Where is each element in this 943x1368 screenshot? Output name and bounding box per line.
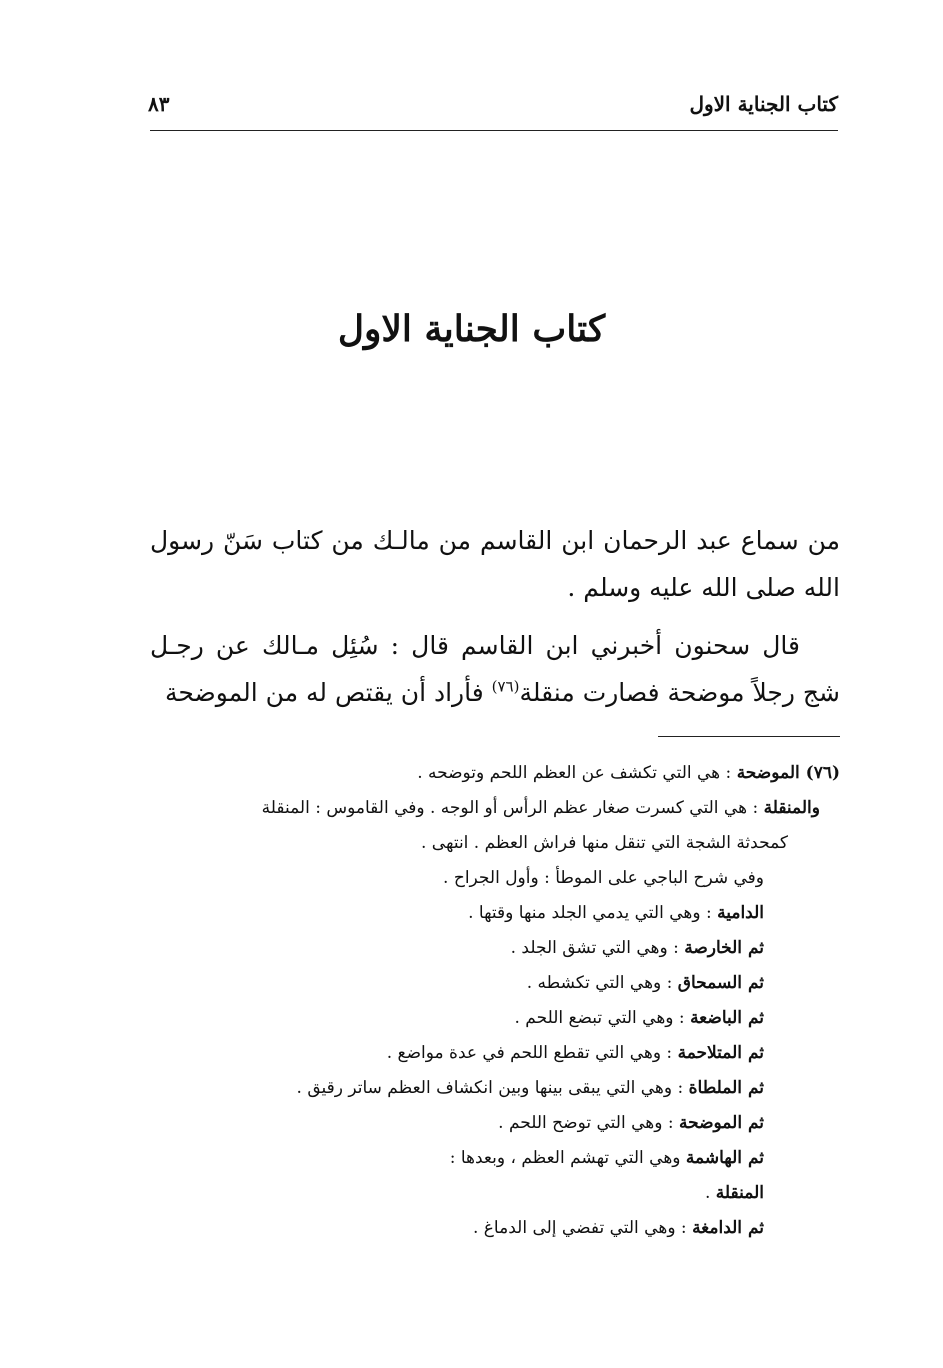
footnote-text: : وهي التي توضح اللحم .	[498, 1113, 679, 1133]
footnote-term: ثم الباضعة	[690, 1008, 764, 1028]
body-paragraph-2	[150, 622, 840, 716]
footnote-line	[150, 1106, 840, 1141]
footnote-term: ثم الهاشمة	[685, 1148, 764, 1168]
footnote-term: والمنقلة	[763, 798, 820, 818]
footnote-reference: (٧٦)	[491, 677, 520, 696]
footnote-text: : وهي التي تفضي إلى الدماغ .	[472, 1218, 693, 1238]
footnote-line	[150, 756, 840, 791]
footnote-line	[150, 1071, 840, 1106]
footnote-line	[150, 1176, 840, 1211]
footnote-text: : وهي التي تقطع اللحم في عدة مواضع .	[386, 1043, 678, 1063]
footnote-text: كمحدثة الشجة التي تنقل منها فراش العظم . انتهى .	[421, 833, 788, 853]
page-number: ٨٣	[148, 92, 170, 116]
footnote-text: وفي شرح الباجي على الموطأ : وأول الجراح .	[443, 868, 764, 888]
footnote-text: : وهي التي تشق الجلد .	[510, 938, 685, 958]
footnote-line	[150, 1141, 840, 1176]
footnote-term: ثم الدامغة	[692, 1218, 764, 1238]
footnote-term: ثم الموضحة	[679, 1113, 764, 1133]
footnote-line	[150, 1001, 840, 1036]
header-rule	[150, 130, 838, 131]
footnote-term: (٧٦) الموضحة	[736, 763, 840, 783]
footnote-line	[150, 791, 840, 826]
footnote-text: وهي التي تهشم العظم ، وبعدها :	[449, 1148, 686, 1168]
footnote-line	[150, 931, 840, 966]
footnote-text: : وهي التي تكشطه .	[526, 973, 678, 993]
body-paragraph-2-tail: فأراد أن يقتص له من الموضحة	[165, 678, 492, 707]
footnote-line	[150, 826, 840, 861]
footnote-line	[150, 966, 840, 1001]
footnote-text: : هي التي تكشف عن العظم اللحم وتوضحه .	[417, 763, 737, 783]
chapter-title: كتاب الجناية الاول	[337, 308, 606, 350]
page-header	[148, 92, 838, 128]
footnote-term: الدامية	[717, 903, 764, 923]
footnote-line	[150, 896, 840, 931]
footnote-line	[150, 861, 840, 896]
footnote-text: : وهي التي تبضع اللحم .	[514, 1008, 691, 1028]
footnote-term: المنقلة	[715, 1183, 764, 1203]
footnote-rule	[658, 736, 840, 737]
body-paragraph-2-text: قال سحنون أخبرني ابن القاسم قال : سُئِل مـالك عن رجـل شج رجلاً موضحة فصارت منقلة	[150, 631, 840, 707]
running-title: كتاب الجناية الاول	[689, 92, 838, 116]
footnotes	[150, 756, 840, 1246]
body-paragraph-1: من سماع عبد الرحمان ابن القاسم من مالـك من كتاب سَنّ رسول الله صلى الله عليه وسلم .	[150, 526, 840, 602]
footnote-line	[150, 1036, 840, 1071]
footnote-text: : وهي التي يدمي الجلد منها وقتها .	[468, 903, 718, 923]
footnote-term: ثم السمحاق	[677, 973, 764, 993]
footnote-text: : وهي التي يبقى بينها وبين انكشاف العظم ساتر رقيق .	[296, 1078, 689, 1098]
footnote-term: ثم الخارصة	[684, 938, 764, 958]
footnote-text: .	[704, 1183, 716, 1203]
footnote-term: ثم المتلاحمة	[677, 1043, 764, 1063]
footnote-text: : هي التي كسرت صغار عظم الرأس أو الوجه . وفي القاموس : المنقلة	[261, 798, 764, 818]
footnote-line	[150, 1211, 840, 1246]
footnote-term: ثم الملطاة	[688, 1078, 764, 1098]
